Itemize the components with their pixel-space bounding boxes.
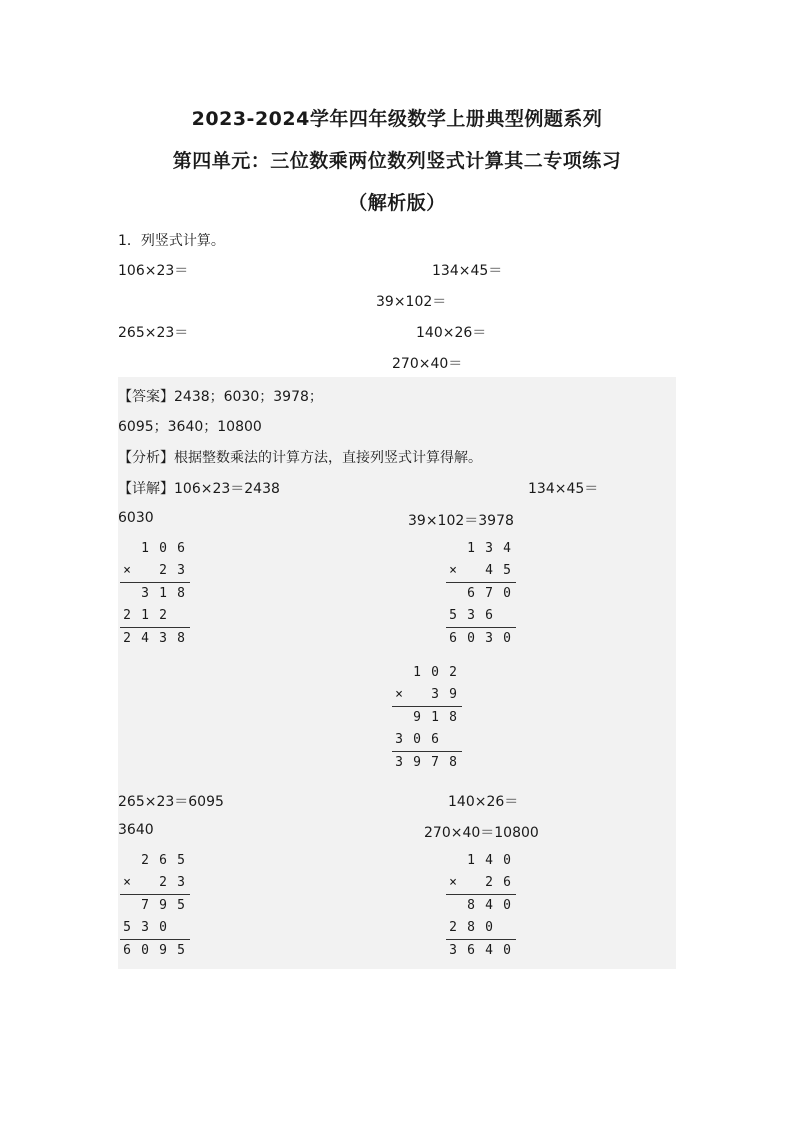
problem-3: 39×102＝ bbox=[376, 294, 447, 310]
digit: 4 bbox=[485, 563, 493, 578]
digit: 6 bbox=[485, 608, 493, 623]
problem-1: 106×23＝ bbox=[118, 263, 189, 279]
doc-title-line3: （解析版） bbox=[348, 192, 446, 214]
problem-4: 265×23＝ bbox=[118, 325, 189, 341]
digit: 3 bbox=[395, 755, 403, 770]
digit: 6 bbox=[159, 853, 167, 868]
answer-line1: 【答案】2438；6030；3978； bbox=[118, 389, 323, 405]
digit: 1 bbox=[467, 541, 475, 556]
digit: 6 bbox=[467, 586, 475, 601]
digit: 7 bbox=[431, 755, 439, 770]
digit: 5 bbox=[177, 853, 185, 868]
vertical-calc-106x23 bbox=[120, 538, 190, 650]
detail-line4a: 3640 bbox=[118, 822, 154, 838]
digit: 0 bbox=[431, 665, 439, 680]
digit: 4 bbox=[485, 898, 493, 913]
vertical-calc-265x23 bbox=[120, 850, 190, 962]
problem-5: 140×26＝ bbox=[416, 325, 487, 341]
vertical-calc-134x45 bbox=[446, 538, 516, 650]
digit: 3 bbox=[485, 541, 493, 556]
digit: 8 bbox=[449, 755, 457, 770]
detail-line1a: 【详解】106×23＝2438 bbox=[118, 481, 280, 497]
digit: 6 bbox=[177, 541, 185, 556]
digit: 0 bbox=[485, 920, 493, 935]
digit: 1 bbox=[467, 853, 475, 868]
digit: 1 bbox=[141, 541, 149, 556]
problem-6: 270×40＝ bbox=[392, 356, 463, 372]
digit: 0 bbox=[503, 943, 511, 958]
detail-line2a: 6030 bbox=[118, 510, 154, 526]
digit: 2 bbox=[159, 563, 167, 578]
detail-line2b: 39×102＝3978 bbox=[408, 513, 514, 529]
digit: 9 bbox=[159, 898, 167, 913]
digit: 4 bbox=[503, 541, 511, 556]
digit: 9 bbox=[159, 943, 167, 958]
digit: 6 bbox=[467, 943, 475, 958]
digit: 0 bbox=[503, 853, 511, 868]
times-sign: × bbox=[449, 875, 457, 890]
problem-2: 134×45＝ bbox=[432, 263, 503, 279]
digit: 2 bbox=[141, 853, 149, 868]
detail-line1b: 134×45＝ bbox=[528, 481, 599, 497]
times-sign: × bbox=[395, 687, 403, 702]
vertical-calc-102x39 bbox=[392, 662, 462, 774]
digit: 8 bbox=[177, 586, 185, 601]
digit: 3 bbox=[141, 920, 149, 935]
digit: 5 bbox=[449, 608, 457, 623]
digit: 1 bbox=[413, 665, 421, 680]
detail-line4b: 270×40＝10800 bbox=[424, 825, 539, 841]
digit: 8 bbox=[467, 898, 475, 913]
analysis-text: 【分析】根据整数乘法的计算方法，直接列竖式计算得解。 bbox=[118, 450, 482, 466]
digit: 8 bbox=[467, 920, 475, 935]
vertical-calc-140x26 bbox=[446, 850, 516, 962]
digit: 4 bbox=[485, 853, 493, 868]
digit: 2 bbox=[159, 608, 167, 623]
digit: 4 bbox=[485, 943, 493, 958]
digit: 2 bbox=[123, 608, 131, 623]
digit: 7 bbox=[141, 898, 149, 913]
digit: 9 bbox=[413, 755, 421, 770]
digit: 7 bbox=[485, 586, 493, 601]
digit: 3 bbox=[395, 732, 403, 747]
digit: 3 bbox=[449, 943, 457, 958]
digit: 6 bbox=[431, 732, 439, 747]
digit: 8 bbox=[177, 631, 185, 646]
digit: 9 bbox=[413, 710, 421, 725]
digit: 3 bbox=[431, 687, 439, 702]
digit: 5 bbox=[177, 898, 185, 913]
digit: 3 bbox=[177, 563, 185, 578]
digit: 2 bbox=[449, 920, 457, 935]
answer-line2: 6095；3640；10800 bbox=[118, 419, 262, 435]
digit: 9 bbox=[449, 687, 457, 702]
digit: 3 bbox=[467, 608, 475, 623]
digit: 0 bbox=[503, 586, 511, 601]
digit: 0 bbox=[503, 631, 511, 646]
digit: 0 bbox=[141, 943, 149, 958]
digit: 1 bbox=[141, 608, 149, 623]
times-sign: × bbox=[123, 875, 131, 890]
digit: 0 bbox=[503, 898, 511, 913]
digit: 2 bbox=[485, 875, 493, 890]
digit: 0 bbox=[467, 631, 475, 646]
digit: 1 bbox=[431, 710, 439, 725]
digit: 0 bbox=[159, 920, 167, 935]
doc-title-line1: 2023-2024学年四年级数学上册典型例题系列 bbox=[191, 108, 603, 130]
digit: 2 bbox=[449, 665, 457, 680]
digit: 4 bbox=[141, 631, 149, 646]
digit: 1 bbox=[159, 586, 167, 601]
digit: 2 bbox=[159, 875, 167, 890]
digit: 6 bbox=[503, 875, 511, 890]
digit: 0 bbox=[413, 732, 421, 747]
digit: 3 bbox=[141, 586, 149, 601]
digit: 6 bbox=[449, 631, 457, 646]
doc-title-line2: 第四单元：三位数乘两位数列竖式计算其二专项练习 bbox=[172, 150, 622, 172]
digit: 8 bbox=[449, 710, 457, 725]
digit: 5 bbox=[503, 563, 511, 578]
times-sign: × bbox=[123, 563, 131, 578]
detail-line3b: 140×26＝ bbox=[448, 794, 519, 810]
digit: 2 bbox=[123, 631, 131, 646]
digit: 3 bbox=[485, 631, 493, 646]
digit: 5 bbox=[123, 920, 131, 935]
times-sign: × bbox=[449, 563, 457, 578]
digit: 3 bbox=[177, 875, 185, 890]
digit: 3 bbox=[159, 631, 167, 646]
digit: 6 bbox=[123, 943, 131, 958]
digit: 0 bbox=[159, 541, 167, 556]
question-label: 1．列竖式计算。 bbox=[118, 233, 225, 249]
detail-line3a: 265×23＝6095 bbox=[118, 794, 224, 810]
digit: 5 bbox=[177, 943, 185, 958]
